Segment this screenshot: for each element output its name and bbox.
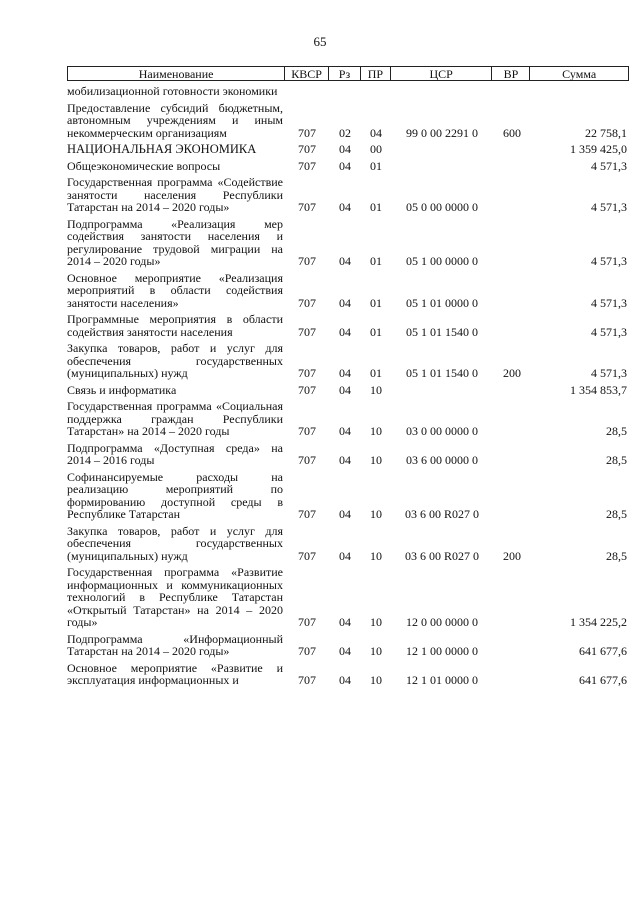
table-row [67,566,629,629]
cell-csr: 12 0 00 0000 0 [406,615,478,629]
cell-kvsr: 707 [298,453,316,467]
cell-sum: 1 354 225,2 [570,615,627,629]
cell-sum: 1 354 853,7 [570,382,627,397]
table-row [67,384,629,397]
cell-vr: 200 [503,548,521,563]
cell-rz: 04 [339,295,351,310]
cell-rz: 04 [339,615,351,629]
cell-pr: 10 [370,382,382,397]
cell-csr: 05 0 00 0000 0 [406,200,478,214]
cell-csr: 12 1 01 0000 0 [406,673,478,687]
cell-csr: 03 6 00 R027 0 [404,507,479,521]
cell-rz: 04 [339,382,351,397]
cell-sum: 4 571,3 [591,366,627,380]
cell-csr: 03 0 00 0000 0 [406,424,478,438]
cell-rz: 04 [339,644,351,658]
cell-sum: 22 758,1 [585,125,627,140]
cell-name: Общеэкономические вопросы [67,158,221,173]
cell-name: Софинансируемые расходы на реализацию мероприятий по формированию доступной среды в Республике Татарстан [67,469,283,521]
cell-kvsr: 707 [298,548,316,563]
table-row [67,218,629,268]
cell-kvsr: 707 [298,382,316,397]
cell-sum: 4 571,3 [591,200,627,214]
cell-name: Государственная программа «Социальная поддержка граждан Республики Татарстан» на 2014 – 2020 годы [67,399,283,438]
cell-vr: 600 [503,125,521,140]
cell-rz: 04 [339,453,351,467]
cell-kvsr: 707 [298,295,316,310]
table-row [67,633,629,658]
cell-kvsr: 707 [298,615,316,629]
cell-pr: 10 [370,424,382,438]
cell-kvsr: 707 [298,644,316,658]
table-body [67,85,629,687]
table-row [67,662,629,687]
cell-kvsr: 707 [298,125,316,140]
cell-kvsr: 707 [298,673,316,687]
cell-rz: 04 [339,507,351,521]
cell-pr: 01 [370,366,382,380]
cell-rz: 04 [339,142,351,156]
cell-sum: 4 571,3 [591,254,627,268]
cell-csr: 99 0 00 2291 0 [406,125,478,140]
table-row [67,400,629,438]
cell-sum: 28,5 [606,507,627,521]
cell-rz: 04 [339,200,351,214]
header-name: Наименование [68,67,285,80]
cell-name: Государственная программа «Содействие занятости населения Республики Татарстан на 2014 – 2020 годы» [67,175,283,214]
cell-rz: 04 [339,424,351,438]
cell-kvsr: 707 [298,142,316,156]
cell-rz: 04 [339,254,351,268]
cell-kvsr: 707 [298,366,316,380]
header-sum: Сумма [562,67,597,81]
cell-rz: 04 [339,366,351,380]
cell-sum: 641 677,6 [579,673,627,687]
cell-sum: 28,5 [606,548,627,563]
cell-pr: 01 [370,324,382,339]
cell-csr: 03 6 00 R027 0 [404,548,479,563]
table-row [67,176,629,214]
cell-pr: 10 [370,548,382,563]
table-row [67,160,629,173]
header-kvsr: КВСР [285,67,329,80]
cell-rz: 04 [339,158,351,173]
cell-csr: 03 6 00 0000 0 [406,453,478,467]
cell-pr: 01 [370,200,382,214]
table-row [67,143,629,156]
cell-pr: 10 [370,673,382,687]
cell-sum: 28,5 [606,453,627,467]
table-header [67,66,629,81]
cell-rz: 02 [339,125,351,140]
cell-name: Закупка товаров, работ и услуг для обеспечения государственных (муниципальных) нужд [67,523,283,563]
cell-name: Основное мероприятие «Развитие и эксплуатация информационных и [67,660,283,687]
budget-table [67,66,629,691]
cell-pr: 10 [370,644,382,658]
cell-name: Связь и информатика [67,382,177,397]
cell-csr: 05 1 01 0000 0 [406,295,478,310]
cell-sum: 641 677,6 [579,644,627,658]
cell-name: Подпрограмма «Доступная среда» на 2014 – 2016 годы [67,440,283,467]
cell-sum: 4 571,3 [591,158,627,173]
header-pr: ПР [361,67,391,80]
cell-csr: 05 1 00 0000 0 [406,254,478,268]
cell-rz: 04 [339,673,351,687]
cell-sum: 28,5 [606,424,627,438]
table-row [67,525,629,563]
cell-csr: 05 1 01 1540 0 [406,324,478,339]
cell-pr: 01 [370,254,382,268]
cell-kvsr: 707 [298,324,316,339]
cell-rz: 04 [339,324,351,339]
cell-name: мобилизационной готовности экономики [67,84,278,98]
cell-csr: 05 1 01 1540 0 [406,366,478,380]
cell-pr: 01 [370,295,382,310]
page-number: 65 [313,34,327,49]
cell-name: НАЦИОНАЛЬНАЯ ЭКОНОМИКА [67,142,257,156]
cell-sum: 4 571,3 [591,324,627,339]
cell-pr: 00 [370,142,382,156]
cell-pr: 10 [370,507,382,521]
cell-sum: 1 359 425,0 [570,142,627,156]
cell-pr: 01 [370,158,382,173]
cell-name: Подпрограмма «Реализация мер содействия занятости населения и регулирование трудовой миграции на 2014 – 2020 годы» [67,216,283,268]
table-row [67,85,629,98]
table-row [67,471,629,521]
header-rz: Рз [329,67,361,80]
cell-vr: 200 [503,366,521,380]
table-row [67,102,629,140]
table-row [67,442,629,467]
cell-name: Основное мероприятие «Реализация мероприятий в области содействия занятости населения» [67,270,283,310]
table-row [67,342,629,380]
cell-pr: 10 [370,615,382,629]
cell-pr: 10 [370,453,382,467]
cell-rz: 04 [339,548,351,563]
table-row [67,272,629,310]
cell-name: Программные мероприятия в области содействия занятости населения [67,312,283,339]
cell-name: Государственная программа «Развитие информационных и коммуникационных технологий в Республике Татарстан «Открытый Татарстан» на 2014 – 2020 годы» [67,565,283,629]
cell-kvsr: 707 [298,424,316,438]
cell-kvsr: 707 [298,254,316,268]
header-csr: ЦСР [391,67,493,80]
cell-name: Закупка товаров, работ и услуг для обеспечения государственных (муниципальных) нужд [67,341,283,380]
cell-csr: 12 1 00 0000 0 [406,644,478,658]
cell-sum: 4 571,3 [591,295,627,310]
cell-kvsr: 707 [298,158,316,173]
table-row [67,313,629,338]
header-vr: ВР [492,67,530,80]
cell-kvsr: 707 [298,507,316,521]
cell-name: Подпрограмма «Информационный Татарстан на 2014 – 2020 годы» [67,631,283,658]
cell-pr: 04 [370,125,382,140]
cell-name: Предоставление субсидий бюджетным, автономным учреждениям и иным некоммерческим организациям [67,100,283,140]
cell-kvsr: 707 [298,200,316,214]
